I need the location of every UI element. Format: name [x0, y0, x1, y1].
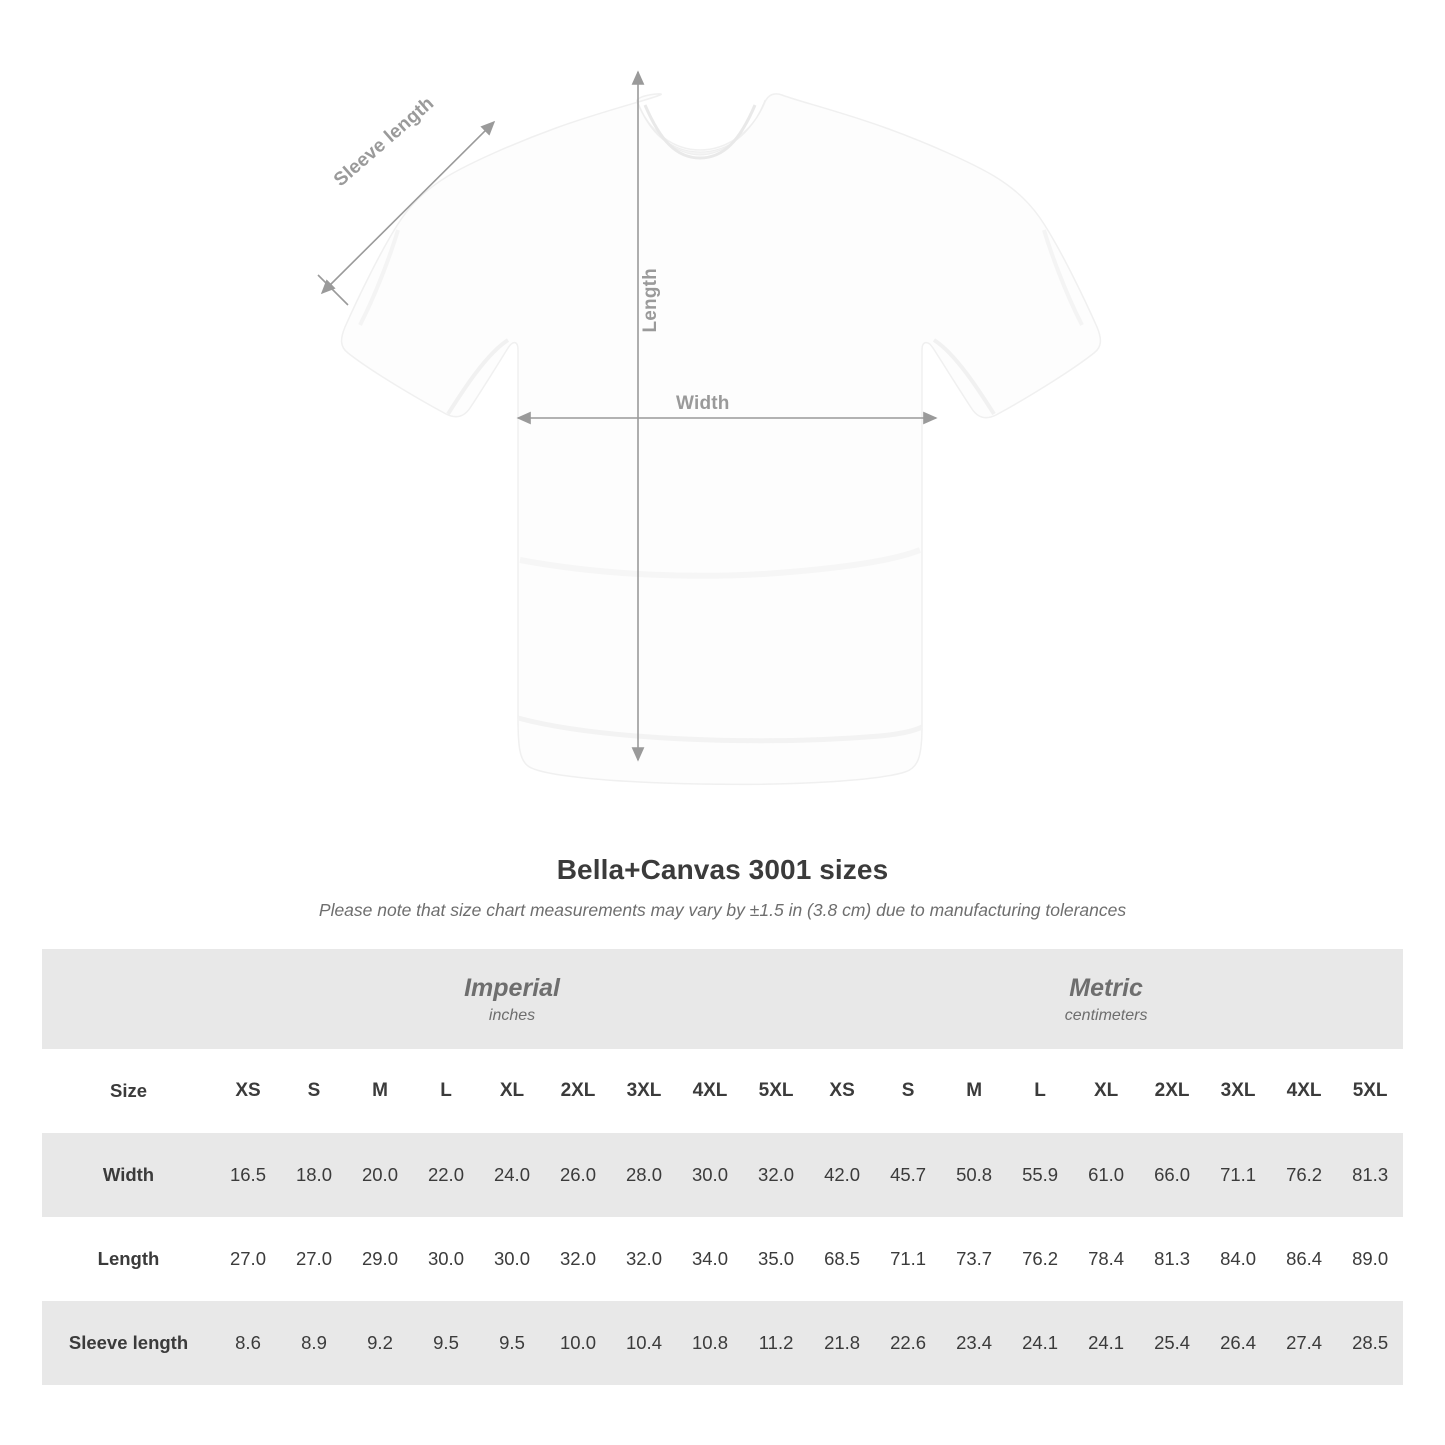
cell-value: 9.5 — [413, 1301, 479, 1385]
cell-value: 32.0 — [611, 1217, 677, 1301]
cell-value: 66.0 — [1139, 1133, 1205, 1217]
size-table — [42, 949, 1403, 1385]
cell-value: 11.2 — [743, 1301, 809, 1385]
unit-group-metric — [809, 949, 1403, 1049]
size-table-wrapper — [42, 949, 1403, 1385]
cell-value: 21.8 — [809, 1301, 875, 1385]
table-row — [42, 1217, 1403, 1301]
size-col-header: 3XL — [611, 1049, 677, 1133]
size-col-header: L — [413, 1049, 479, 1133]
table-row — [42, 1133, 1403, 1217]
cell-value: 32.0 — [743, 1133, 809, 1217]
row-label-width: Width — [42, 1133, 215, 1217]
length-dimension-label: Length — [640, 268, 661, 333]
cell-value: 81.3 — [1139, 1217, 1205, 1301]
cell-value: 22.6 — [875, 1301, 941, 1385]
cell-value: 26.0 — [545, 1133, 611, 1217]
size-col-header: XS — [215, 1049, 281, 1133]
cell-value: 30.0 — [413, 1217, 479, 1301]
unit-group-imperial-sub: inches — [488, 1006, 536, 1024]
size-col-header: 3XL — [1205, 1049, 1271, 1133]
size-col-header: S — [281, 1049, 347, 1133]
row-label-length: Length — [42, 1217, 215, 1301]
row-label-sleeve-length: Sleeve length — [42, 1301, 215, 1385]
cell-value: 23.4 — [941, 1301, 1007, 1385]
cell-value: 42.0 — [809, 1133, 875, 1217]
size-col-header: 4XL — [1271, 1049, 1337, 1133]
title-block — [0, 854, 1445, 921]
cell-value: 84.0 — [1205, 1217, 1271, 1301]
cell-value: 9.2 — [347, 1301, 413, 1385]
cell-value: 68.5 — [809, 1217, 875, 1301]
cell-value: 8.9 — [281, 1301, 347, 1385]
size-header-row — [42, 1049, 1403, 1133]
cell-value: 61.0 — [1073, 1133, 1139, 1217]
cell-value: 55.9 — [1007, 1133, 1073, 1217]
cell-value: 20.0 — [347, 1133, 413, 1217]
cell-value: 45.7 — [875, 1133, 941, 1217]
cell-value: 27.4 — [1271, 1301, 1337, 1385]
unit-group-metric-label: Metric — [1069, 973, 1143, 1002]
cell-value: 10.0 — [545, 1301, 611, 1385]
size-col-header: 5XL — [743, 1049, 809, 1133]
size-col-header: M — [347, 1049, 413, 1133]
size-header-corner: Size — [42, 1049, 215, 1133]
cell-value: 89.0 — [1337, 1217, 1403, 1301]
cell-value: 24.1 — [1073, 1301, 1139, 1385]
cell-value: 28.0 — [611, 1133, 677, 1217]
cell-value: 27.0 — [281, 1217, 347, 1301]
cell-value: 71.1 — [875, 1217, 941, 1301]
size-col-header: S — [875, 1049, 941, 1133]
cell-value: 10.8 — [677, 1301, 743, 1385]
size-col-header: XS — [809, 1049, 875, 1133]
cell-value: 86.4 — [1271, 1217, 1337, 1301]
cell-value: 76.2 — [1007, 1217, 1073, 1301]
unit-group-metric-sub: centimeters — [1064, 1006, 1148, 1024]
cell-value: 25.4 — [1139, 1301, 1205, 1385]
size-col-header: 2XL — [1139, 1049, 1205, 1133]
cell-value: 35.0 — [743, 1217, 809, 1301]
cell-value: 34.0 — [677, 1217, 743, 1301]
size-col-header: 4XL — [677, 1049, 743, 1133]
unit-group-imperial — [215, 949, 809, 1049]
cell-value: 8.6 — [215, 1301, 281, 1385]
size-col-header: 5XL — [1337, 1049, 1403, 1133]
size-col-header: XL — [479, 1049, 545, 1133]
cell-value: 76.2 — [1271, 1133, 1337, 1217]
cell-value: 9.5 — [479, 1301, 545, 1385]
cell-value: 16.5 — [215, 1133, 281, 1217]
page-title: Bella+Canvas 3001 sizes — [556, 854, 889, 885]
cell-value: 78.4 — [1073, 1217, 1139, 1301]
cell-value: 32.0 — [545, 1217, 611, 1301]
cell-value: 50.8 — [941, 1133, 1007, 1217]
size-col-header: L — [1007, 1049, 1073, 1133]
unit-group-row — [42, 949, 1403, 1049]
table-row — [42, 1301, 1403, 1385]
cell-value: 22.0 — [413, 1133, 479, 1217]
size-col-header: XL — [1073, 1049, 1139, 1133]
sleeve-length-dimension-label: Sleeve length — [330, 92, 439, 191]
cell-value: 30.0 — [677, 1133, 743, 1217]
width-dimension-label: Width — [676, 393, 730, 414]
cell-value: 27.0 — [215, 1217, 281, 1301]
tolerance-note: Please note that size chart measurements may vary by ±1.5 in (3.8 cm) due to manufacturing tolerances — [318, 900, 1127, 920]
cell-value: 24.0 — [479, 1133, 545, 1217]
cell-value: 24.1 — [1007, 1301, 1073, 1385]
unit-group-corner — [42, 949, 215, 1049]
cell-value: 18.0 — [281, 1133, 347, 1217]
cell-value: 26.4 — [1205, 1301, 1271, 1385]
cell-value: 29.0 — [347, 1217, 413, 1301]
cell-value: 71.1 — [1205, 1133, 1271, 1217]
size-col-header: M — [941, 1049, 1007, 1133]
size-col-header: 2XL — [545, 1049, 611, 1133]
cell-value: 10.4 — [611, 1301, 677, 1385]
cell-value: 81.3 — [1337, 1133, 1403, 1217]
cell-value: 30.0 — [479, 1217, 545, 1301]
cell-value: 28.5 — [1337, 1301, 1403, 1385]
unit-group-imperial-label: Imperial — [464, 973, 560, 1002]
cell-value: 73.7 — [941, 1217, 1007, 1301]
